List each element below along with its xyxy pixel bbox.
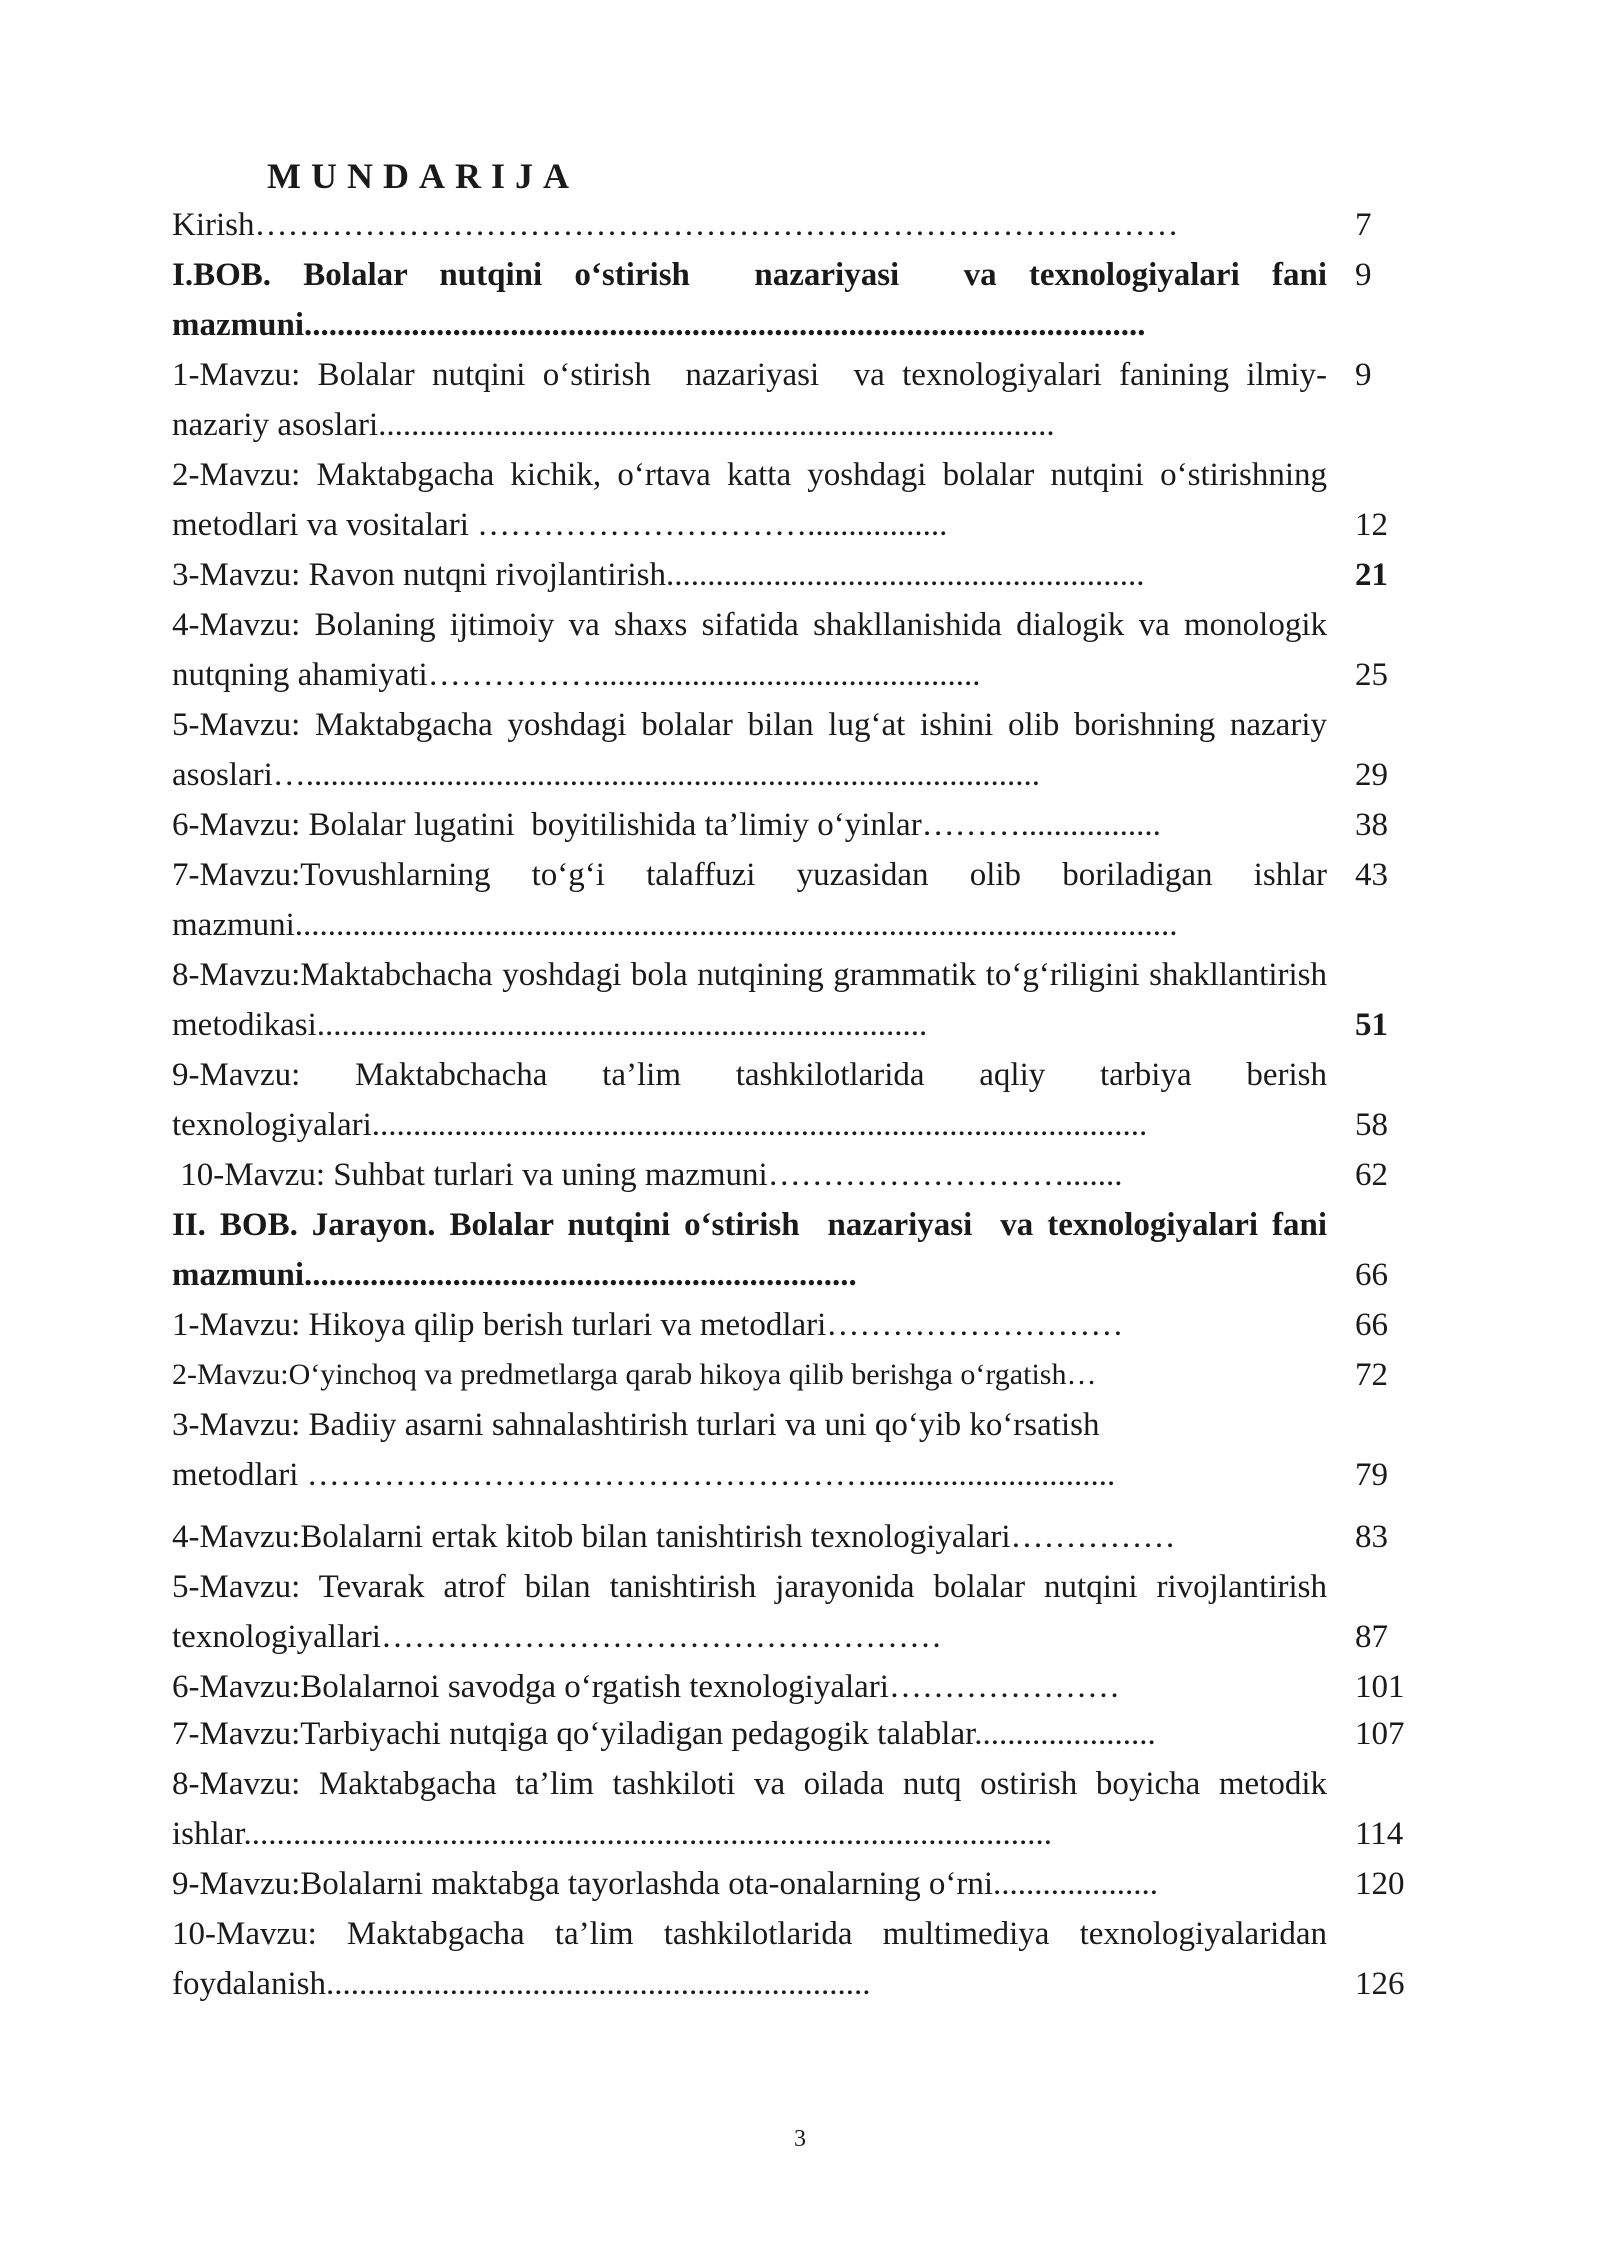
toc-entry-page: 21	[1355, 557, 1388, 593]
toc-entry-page: 101	[1355, 1669, 1405, 1705]
toc-entry-page: 66	[1355, 1307, 1388, 1343]
toc-entry-title: 3-Mavzu: Badiiy asarni sahnalashtirish turlari va uni qo‘yib ko‘rsatish metodlari ……………………………………………..............................	[172, 1407, 1116, 1493]
toc-entry-title: Kirish…………………………………………………………………………	[172, 207, 1179, 243]
toc-entry-title: 2-Mavzu: Maktabgacha kichik, o‘rtava katta yoshdagi bolalar nutqini o‘stirishning metodlari va vositalari ………………………….................	[172, 457, 1336, 543]
toc-entry-page: 72	[1355, 1357, 1388, 1393]
toc-entry-page: 126	[1355, 1966, 1405, 2002]
toc-entry-page: 62	[1355, 1157, 1388, 1193]
toc-entry-page: 9	[1355, 257, 1372, 293]
toc-entry-page: 58	[1355, 1107, 1388, 1143]
toc-entry-title: 8-Mavzu:Maktabchacha yoshdagi bola nutqining grammatik to‘g‘riligini shakllantirish metodikasi..........................................................................	[172, 957, 1336, 1043]
page-title: MUNDARIJA	[267, 156, 579, 196]
toc-entry-page: 38	[1355, 807, 1388, 843]
toc-entry-title: I.BOB. Bolalar nutqini o‘stirish nazariyasi va texnologiyalari fani mazmuni......................................................................................................	[172, 257, 1336, 343]
toc-entry-title: 1-Mavzu: Hikoya qilip berish turlari va metodlari………………………	[172, 1307, 1124, 1343]
toc-entry-page: 114	[1355, 1816, 1404, 1852]
toc-entry-title: 2-Mavzu:O‘yinchoq va predmetlarga qarab hikoya qilib berishga o‘rgatish…	[172, 1358, 1097, 1391]
toc-entry-title: 6-Mavzu:Bolalarnoi savodga o‘rgatish texnologiyalari…………………	[172, 1669, 1120, 1705]
toc-entry-title: 1-Mavzu: Bolalar nutqini o‘stirish nazariyasi va texnologiyalari fanining ilmiy-nazariy asoslari..................................................................................	[172, 357, 1327, 443]
toc-entry-page: 87	[1355, 1619, 1388, 1655]
toc-entry-title: 5-Mavzu: Maktabgacha yoshdagi bolalar bilan lug‘at ishini olib borishning nazariy asoslari….........................................................................................	[172, 707, 1336, 793]
toc-entry-title: 4-Mavzu:Bolalarni ertak kitob bilan tanishtirish texnologiyalari……………	[172, 1519, 1176, 1555]
toc-entry-page: 79	[1355, 1457, 1388, 1493]
toc-entry-page: 9	[1355, 357, 1372, 393]
toc-entry-title: 7-Mavzu:Tovushlarning to‘g‘i talaffuzi yuzasidan olib boriladigan ishlar mazmuni...........................................................................................................	[172, 857, 1336, 943]
toc-entry-page: 66	[1355, 1257, 1388, 1293]
toc-entry-page: 7	[1355, 207, 1372, 243]
toc-entry-title: 10-Mavzu: Maktabgacha ta’lim tashkilotlarida multimediya texnologiyalaridan foydalanish..................................................................	[172, 1916, 1336, 2002]
toc-entry-title: 5-Mavzu: Tevarak atrof bilan tanishtirish jarayonida bolalar nutqini rivojlantirish texnologiyallari……………………………………………	[172, 1569, 1336, 1655]
toc-entry-page: 12	[1355, 507, 1388, 543]
toc-entry-title: 3-Mavzu: Ravon nutqni rivojlantirish..........................................................	[172, 557, 1145, 593]
toc-entry-title: II. BOB. Jarayon. Bolalar nutqini o‘stirish nazariyasi va texnologiyalari fani mazmuni...................................................................	[172, 1207, 1336, 1293]
toc-entry-title: 9-Mavzu:Bolalarni maktabga tayorlashda ota-onalarning o‘rni....................	[172, 1866, 1159, 1902]
toc-entry-page: 25	[1355, 657, 1388, 693]
page-number: 3	[794, 2126, 806, 2152]
toc-entry-title: 7-Mavzu:Tarbiyachi nutqiga qo‘yiladigan pedagogik talablar......................	[172, 1716, 1156, 1752]
toc-entry-title: 8-Mavzu: Maktabgacha ta’lim tashkiloti va oilada nutq ostirish boyicha metodik ishlar..................................................................................................	[172, 1766, 1336, 1852]
toc-entry-page: 43	[1355, 857, 1388, 893]
toc-entry-title: 10-Mavzu: Suhbat turlari va uning mazmuni……………………….......	[172, 1157, 1123, 1193]
toc-entry-page: 107	[1355, 1716, 1405, 1752]
toc-entry-page: 120	[1355, 1866, 1405, 1902]
toc-entry-title: 4-Mavzu: Bolaning ijtimoiy va shaxs sifatida shakllanishida dialogik va monologik nutqning ahamiyati……………...............................................	[172, 607, 1336, 693]
toc-entry-title: 6-Mavzu: Bolalar lugatini boyitilishida ta’limiy o‘yinlar……….................	[172, 807, 1161, 843]
toc-entry-title: 9-Mavzu: Maktabchacha ta’lim tashkilotlarida aqliy tarbiya berish texnologiyalari..............................................................................................	[172, 1057, 1336, 1143]
toc-entry-page: 29	[1355, 757, 1388, 793]
toc-entry-page: 51	[1355, 1007, 1388, 1043]
toc-entry-page: 83	[1355, 1519, 1388, 1555]
